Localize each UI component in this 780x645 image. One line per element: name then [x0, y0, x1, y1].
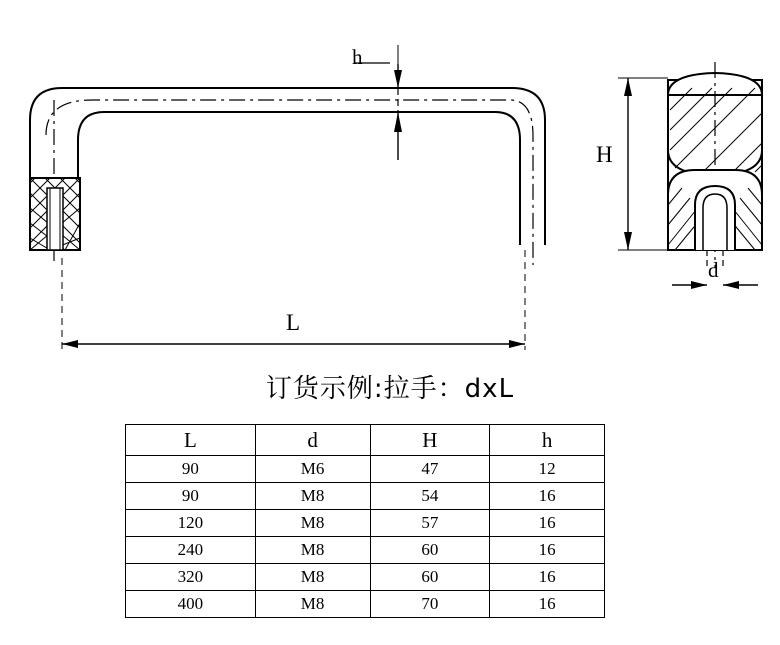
dimension-label-h: h [352, 45, 363, 69]
table-cell: M8 [255, 591, 370, 618]
section-insert-outline [695, 186, 735, 250]
table-cell: 60 [370, 564, 490, 591]
table-cell: M8 [255, 537, 370, 564]
table-cell: M8 [255, 510, 370, 537]
table-cell: M8 [255, 483, 370, 510]
table-header-cell: h [490, 425, 605, 456]
table-cell: 47 [370, 456, 490, 483]
table-header-cell: H [370, 425, 490, 456]
table-cell: 90 [126, 456, 256, 483]
arrow-h-down [394, 70, 402, 88]
table-cell: 16 [490, 591, 605, 618]
handle-centerline [46, 100, 533, 265]
table-cell: 54 [370, 483, 490, 510]
table-cell: 400 [126, 591, 256, 618]
arrow-L-left [62, 340, 78, 348]
arrow-H-top [624, 78, 632, 96]
table-cell: 60 [370, 537, 490, 564]
table-header-row [126, 425, 605, 456]
arrow-d-right [723, 281, 739, 289]
table-cell: 16 [490, 564, 605, 591]
order-example-title: 订货示例:拉手：dxL [265, 374, 515, 404]
handle-inner-profile [78, 112, 520, 245]
table-cell: M6 [255, 456, 370, 483]
table-row [126, 510, 605, 537]
table-cell: 70 [370, 591, 490, 618]
specification-table [125, 424, 605, 618]
arrow-H-bottom [624, 232, 632, 250]
table-row [126, 591, 605, 618]
table-header-cell: d [255, 425, 370, 456]
table-cell: 320 [126, 564, 256, 591]
table-cell: 16 [490, 537, 605, 564]
table-header-cell: L [126, 425, 256, 456]
table-cell: 16 [490, 483, 605, 510]
table-cell: 90 [126, 483, 256, 510]
table-row [126, 564, 605, 591]
table-cell: 16 [490, 510, 605, 537]
table-cell: 120 [126, 510, 256, 537]
table-cell: 240 [126, 537, 256, 564]
arrow-L-right [509, 340, 525, 348]
table-cell: M8 [255, 564, 370, 591]
table-row [126, 456, 605, 483]
threaded-hole [47, 188, 63, 250]
arrow-h-up [394, 112, 402, 132]
dimension-label-L: L [286, 310, 301, 335]
dimension-label-H: H [596, 142, 613, 167]
table-cell: 57 [370, 510, 490, 537]
dimension-label-d: d [708, 258, 719, 282]
specification-table-wrapper [125, 424, 605, 618]
table-cell: 12 [490, 456, 605, 483]
table-row [126, 483, 605, 510]
arrow-d-left [691, 281, 707, 289]
table-row [126, 537, 605, 564]
